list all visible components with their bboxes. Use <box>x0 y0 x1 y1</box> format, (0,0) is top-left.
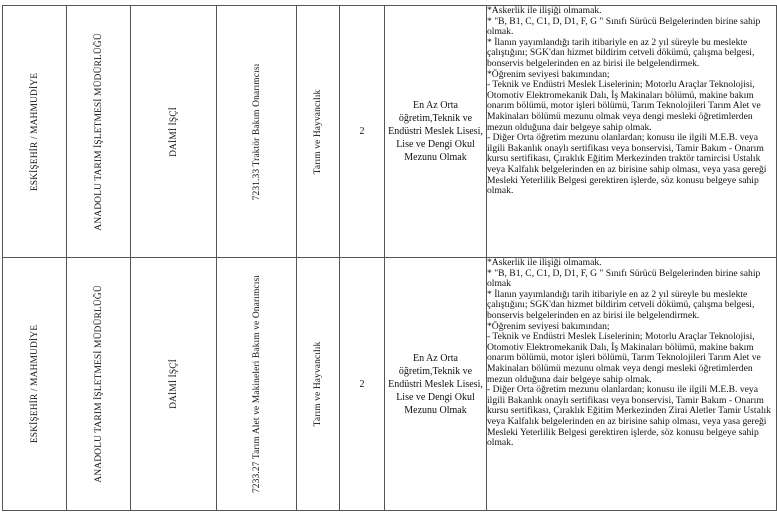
requirement-line: * "B, B1, C, C1, D, D1, F, G " Sınıfı Sürücü Belgelerinden birine sahip olmak. <box>487 15 761 38</box>
occupation-cell <box>217 258 297 511</box>
occupation-text: 7231.33 Traktör Bakım Onarımcısı <box>251 63 262 200</box>
sector-text: Tarım ve Hayvancılık <box>313 341 323 427</box>
requirement-line: - Teknik ve Endüstri Meslek Liselerinin; Motorlu Araçlar Teknolojisi, Otomotiv Elektromekanik Dalı, İş Makinaları bölümü, makine bakım onarım bölümü, motor işleri bölümü, Tarım Teknolojileri Tarım Alet ve Makinaları bölümü mezunu olmak veya dengi mesleki öğretimlerden mezun olduğuna dair belgeye sahip olmak. <box>487 79 761 133</box>
sector-text: Tarım ve Hayvancılık <box>313 89 323 174</box>
unit-cell <box>67 258 131 511</box>
requirement-line: *Askerlik ile ilişiği olmamak. <box>487 5 602 16</box>
requirements-cell <box>487 6 777 258</box>
unit-cell <box>67 6 131 258</box>
status-cell <box>131 258 217 511</box>
sector-cell <box>297 258 340 511</box>
requirement-line: *Öğrenim seviyesi bakımından; <box>487 68 610 80</box>
location-cell <box>3 6 67 258</box>
education-cell: En Az Orta öğretim,Teknik ve Endüstri Meslek Lisesi, Lise ve Dengi Okul Mezunu Olmak <box>385 6 487 258</box>
requirement-line: * İlanın yayımlandığı tarih itibariyle en az 2 yıl süreyle bu meslekte çalıştığını; SGK'dan hizmet bildirim cetveli dökümü, çalışma belgesi, bonservis belgelerinden en az birisi ile belgelendirmek. <box>487 288 755 321</box>
job-listing-table <box>2 5 777 511</box>
requirement-line: - Diğer Orta öğretim mezunu olanlardan; konusu ile ilgili M.E.B. veya ilgili Bakanlık onaylı sertifikası veya bonservisi, Tamir Bakım - Onarım kursu sertifikası, Çıraklık Eğitim Merkezinden Zirai Aletler Tamir Ustalık veya Kalfalık belgelerinden en az birisine sahip olması, veya yasa gereği Mesleki Yeterlilik Belgesi gerektiren işlerde, söz konusu belgeye sahip olmak. <box>487 384 771 449</box>
table-row <box>3 258 777 511</box>
location-cell <box>3 258 67 511</box>
count-cell: 2 <box>340 6 385 258</box>
table-row <box>3 6 777 258</box>
status-text: DAİMİ İŞÇİ <box>168 359 179 409</box>
requirement-line: - Diğer Orta öğretim mezunu olanlardan; konusu ile ilgili M.E.B. veya ilgili Bakanlık onaylı sertifikası veya bonservisi, Tamir Bakım - Onarım kursu sertifikası, Çıraklık Eğitim Merkezinden traktör tamircisi Ustalık veya Kalfalık belgelerinden en az birisine sahip olması, veya yasa gereği Mesleki Yeterlilik Belgesi gerektiren işlerde, söz konusu belgeye sahip olmak. <box>487 132 767 197</box>
requirement-line: *Askerlik ile ilişiği olmamak. <box>487 257 602 268</box>
status-text: DAİMİ İŞÇİ <box>168 106 179 157</box>
requirement-line: *Öğrenim seviyesi bakımından; <box>487 320 610 332</box>
count-cell: 2 <box>340 258 385 511</box>
occupation-text: 7233.27 Tarım Alet ve Makineleri Bakım ve Onarımcısı <box>251 274 262 494</box>
unit-text: ANADOLU TARIM İŞLETMESİ MÜDÜRLÜĞÜ <box>93 285 104 483</box>
requirement-line: * İlanın yayımlandığı tarih itibariyle en az 2 yıl süreyle bu meslekte çalıştığını; SGK'dan hizmet bildirim cetveli dökümü, çalışma belgesi, bonservis belgelerinden en az birisi ile belgelendirmek. <box>487 36 755 69</box>
requirements-cell <box>487 258 777 511</box>
location-text: ESKİŞEHİR / MAHMUDİYE <box>29 324 40 444</box>
location-text: ESKİŞEHİR / MAHMUDİYE <box>29 72 40 191</box>
requirement-line: - Teknik ve Endüstri Meslek Liselerinin; Motorlu Araçlar Teknolojisi, Otomotiv Elektromekanik Dalı, İş Makinaları bölümü, makine bakım onarım bölümü, motor işleri bölümü, Tarım Teknolojileri Tarım Alet ve Makinaları bölümü mezunu olmak veya dengi mesleki öğretimlerden mezun olduğuna dair belgeye sahip olmak. <box>487 331 761 385</box>
education-cell: En Az Orta öğretim,Teknik ve Endüstri Meslek Lisesi, Lise ve Dengi Okul Mezunu Olmak <box>385 258 487 511</box>
status-cell <box>131 6 217 258</box>
occupation-cell <box>217 6 297 258</box>
requirement-line: * "B, B1, C, C1, D, D1, F, G " Sınıfı Sürücü Belgelerinden birine sahip olmak <box>487 267 761 290</box>
unit-text: ANADOLU TARIM İŞLETMESİ MÜDÜRLÜĞÜ <box>93 32 104 231</box>
sector-cell <box>297 6 340 258</box>
